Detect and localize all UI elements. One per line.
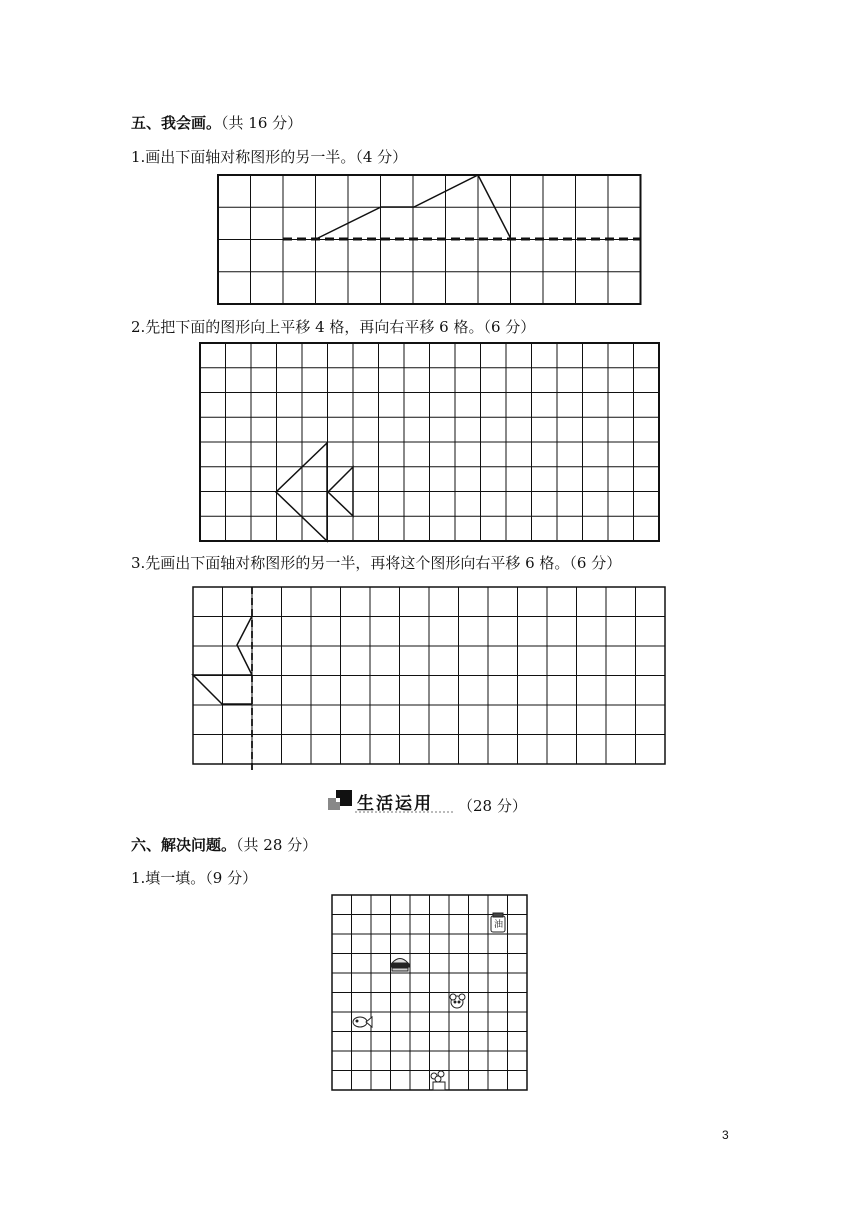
question-6-1: 1.填一填。（9 分） (131, 869, 258, 887)
question-5-2: 2.先把下面的图形向上平移 4 格，再向右平移 6 格。（6 分） (131, 318, 536, 336)
flower-pot-icon (431, 1071, 445, 1090)
grid-2 (200, 343, 659, 541)
oil-jar-label: 油 (494, 920, 504, 930)
page-number: 3 (722, 1128, 729, 1142)
section6-heading-line (131, 834, 317, 855)
fish-icon (353, 1017, 372, 1027)
section6-score: （共 28 分） (236, 836, 318, 854)
banner-title: 生活运用 (357, 794, 433, 814)
section6-heading: 六、解决问题。 (131, 836, 237, 854)
banner-score: （28 分） (458, 797, 527, 815)
hamburger-icon (391, 959, 409, 972)
section5-heading: 五、我会画。 (131, 114, 222, 132)
question-5-3: 3.先画出下面轴对称图形的另一半，再将这个图形向右平移 6 格。（6 分） (131, 554, 622, 572)
dog-icon (450, 994, 465, 1008)
question-5-1: 1.画出下面轴对称图形的另一半。（4 分） (131, 148, 408, 166)
banner-icon (328, 790, 352, 810)
grid-3 (193, 587, 665, 764)
section5-score: （共 16 分） (221, 114, 303, 132)
